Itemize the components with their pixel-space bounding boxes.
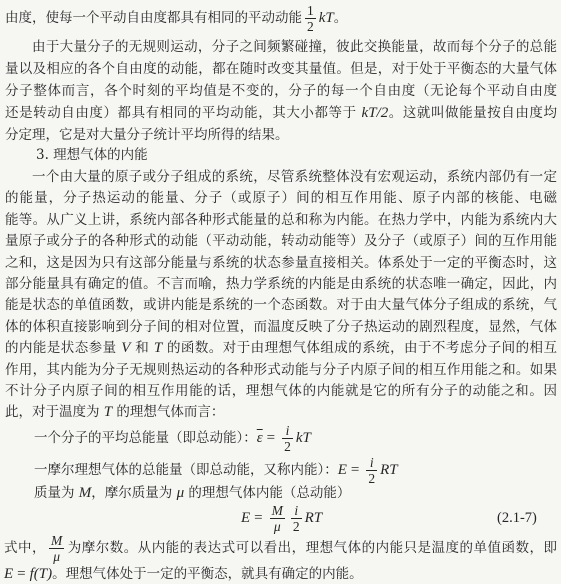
math-symbol-epsilon-bar: $\overline{\varepsilon}$ [256, 430, 263, 446]
equals-sign: = [350, 462, 360, 478]
line-text: 的函数。对于由理想气体组成的系统，由于不考虑分子间的相互 [162, 340, 557, 356]
fraction-i-over-2 [291, 504, 302, 533]
paragraph-line: 能等。从广义上讲，系统内部各种形式能量的总和称为内能。在热力学中，内能为系统内大 [5, 212, 557, 228]
fraction-numerator: i [282, 424, 293, 439]
math-variable-V: V [121, 340, 131, 356]
math-expression-kT-over-2: kT/2 [361, 105, 389, 121]
formula-label: 一摩尔理想气体的总能量（即总动能，又称内能）： [34, 462, 338, 478]
fraction-denominator: 2 [307, 19, 314, 34]
paragraph-line: 分定理，它是对大量分子统计平均所得的结果。 [5, 127, 289, 143]
equals-sign: = [266, 430, 276, 446]
fraction-i-over-2 [282, 424, 293, 453]
section-heading: 3. 理想气体的内能 [36, 147, 148, 163]
fraction-one-half [305, 4, 316, 33]
math-variable-kT: kT [295, 430, 311, 446]
paragraph-line [4, 533, 558, 564]
paragraph-end-line [5, 3, 348, 34]
line-text: 为摩尔数。从内能的表达式可以看出，理想气体的内能只是温度的单值函数，即 [67, 540, 558, 556]
paragraph-end-line [4, 564, 363, 584]
line-text: 式中， [4, 540, 46, 556]
paragraph-line [5, 103, 557, 123]
equation-number: (2.1-7) [497, 510, 537, 526]
fraction-denominator: μ [53, 549, 60, 564]
math-variable-kT: kT [318, 10, 334, 26]
fraction-numerator: i [366, 456, 377, 471]
paragraph-line: 量原子或分子的各种形式的动能（平动动能，转动动能等）及分子（或原子）间的互作用能 [5, 233, 557, 249]
line-text: 和 [130, 340, 154, 356]
math-variable-T: T [153, 340, 163, 356]
fraction-M-over-mu [270, 504, 285, 533]
formula-label: 一个分子的平均总能量（即总动能）： [34, 430, 257, 446]
fraction-denominator: 2 [368, 471, 376, 486]
paragraph-line: 作用，其内能为分子无规则热运动的各种形式动能与分子内原子间的相互作用能之和。如果 [5, 362, 557, 378]
math-variable-T: T [103, 404, 113, 420]
math-variable-E: E [4, 566, 14, 582]
line-text: 此，对于温度为 [5, 404, 104, 420]
fraction-numerator: i [291, 504, 302, 519]
line-text: 的理想气体而言： [112, 404, 225, 420]
line-text: 还是转动自由度）都具有相同的平均动能，其大小都等于 [5, 105, 362, 121]
math-variable-E: E [241, 510, 251, 526]
paragraph-line [5, 402, 224, 422]
equation-internal-energy [241, 503, 323, 534]
math-function-f-of-T: f(T) [29, 566, 53, 582]
formula-mass-description [34, 483, 350, 503]
paragraph-line: 量以及相应的各个自由度的动能，都在随时改变其量值。但是，对于处于平衡态的大量气体 [5, 61, 557, 77]
line-text: 。理想气体处于一定的平衡态，就具有确定的内能。 [52, 566, 363, 582]
paragraph-line: 的能量，分子热运动的能量、分子（或原子）间的相互作用能、原子内部的核能、电磁 [5, 190, 557, 206]
paragraph-line: 分子整体而言，各个时刻的平均值是不变的，分子的每一个自由度（无论每个平动自由度 [5, 83, 557, 99]
paragraph-line: 一个由大量的原子或分子组成的系统，尽管系统整体没有宏观运动，系统内部仍有一定 [32, 169, 557, 185]
paragraph-line: 之和，这是因为只有这部分能量与系统的状态参量直接相关。体系处于一定的平衡态时，这 [5, 255, 557, 271]
fraction-denominator: 2 [292, 519, 300, 534]
equals-sign: = [17, 566, 26, 582]
line-text: ，摩尔质量为 [91, 485, 177, 501]
line-text: 质量为 [34, 485, 79, 501]
math-variable-RT: RT [380, 462, 398, 478]
line-text: 的理想气体内能（总动能） [184, 485, 351, 501]
line-text: 的内能是状态参量 [5, 340, 122, 356]
math-variable-RT: RT [304, 510, 323, 526]
equals-sign: = [254, 510, 263, 526]
math-variable-M: M [78, 485, 92, 501]
formula-molecule-average-energy [34, 423, 311, 454]
paragraph-line [5, 338, 557, 358]
line-text: 。 [333, 10, 348, 26]
paragraph-line: 部分能量具有确定的值。不言而喻，热力学系统的内能是由系统的状态唯一确定，因此，内 [5, 276, 557, 292]
fraction-numerator: M [50, 533, 63, 548]
paragraph-line: 由于大量分子的无规则运动，分子之间频繁碰撞，彼此交换能量，故而每个分子的总能 [32, 39, 557, 55]
fraction-denominator: 2 [284, 439, 291, 454]
line-text: 。这就叫做能量按自由度均 [388, 105, 558, 121]
formula-molar-energy [34, 455, 398, 486]
paragraph-line: 体的体积直接影响到分子间的相对位置，而温度反映了分子热运动的剧烈程度，显然，气体 [5, 319, 557, 335]
math-variable-E: E [337, 462, 347, 478]
fraction-numerator: 1 [307, 3, 314, 18]
fraction-i-over-2 [366, 456, 377, 485]
line-text: 由度，使每一个平动自由度都具有相同的平动动能 [5, 10, 302, 26]
fraction-M-over-mu [49, 534, 64, 563]
math-variable-mu: μ [176, 485, 185, 501]
paragraph-line: 不计分子内原子间的相互作用能的话，理想气体的内能就是它的所有分子的动能之和。因 [5, 383, 557, 399]
fraction-denominator: μ [273, 519, 281, 534]
fraction-numerator: M [271, 503, 283, 518]
paragraph-line: 能是状态的单值函数，或讲内能是系统的一个态函数。对于由大量气体分子组成的系统，气 [5, 297, 557, 313]
